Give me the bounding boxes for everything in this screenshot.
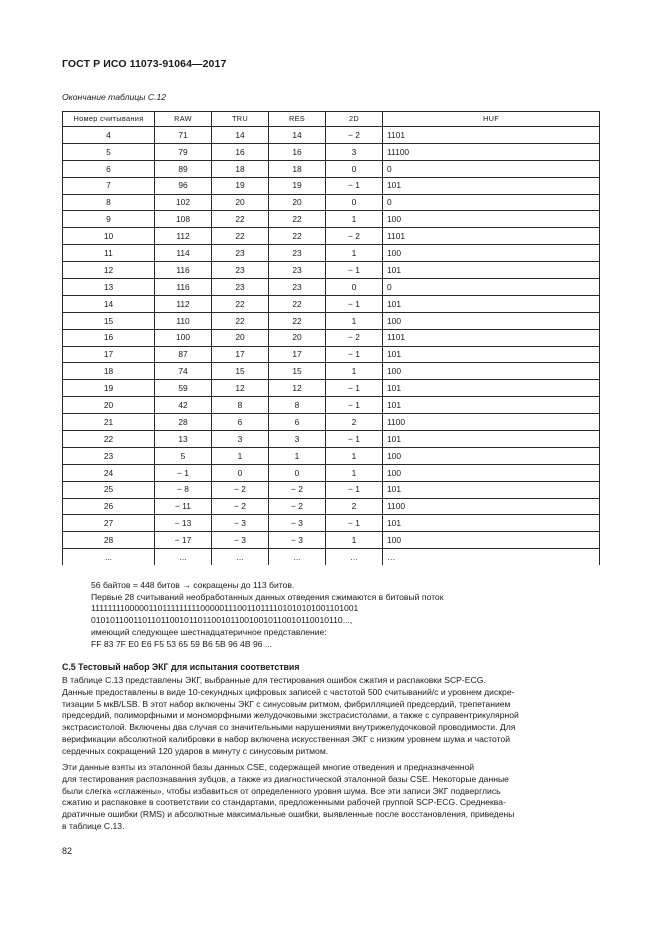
table-cell: 101 xyxy=(383,431,600,448)
table-cell: 22 xyxy=(212,211,269,228)
table-cell: 1 xyxy=(326,312,383,329)
table-cell: 1 xyxy=(326,464,383,481)
table-cell: 28 xyxy=(155,414,212,431)
table-cell: − 3 xyxy=(269,515,326,532)
table-cell: − 1 xyxy=(326,346,383,363)
table-row xyxy=(63,498,600,515)
table-cell: − 1 xyxy=(326,481,383,498)
table-cell: 14 xyxy=(63,295,155,312)
table-cell: 0 xyxy=(269,464,326,481)
table-cell: 1 xyxy=(326,211,383,228)
table-cell: 8 xyxy=(63,194,155,211)
table-cell: 0 xyxy=(383,194,600,211)
table-cell: − 1 xyxy=(326,177,383,194)
table-cell: 1100 xyxy=(383,498,600,515)
table-cell: 1 xyxy=(326,532,383,549)
paragraph-line: тизации 5 мкВ/LSB. В этот набор включены ЭКГ с синусовым ритмом, фибрилляцией предсердий, трепетанием xyxy=(62,698,511,709)
table-cell: 17 xyxy=(63,346,155,363)
table-cell: 100 xyxy=(383,245,600,262)
table-cell: 3 xyxy=(212,431,269,448)
table-row xyxy=(63,143,600,160)
paragraph-line: сжатию и распаковке в соответствии со стандартами, предложенными рабочей группой SCP-ECG. Среднеква- xyxy=(62,797,506,808)
document-header: ГОСТ Р ИСО 11073-91064—2017 xyxy=(62,58,227,70)
table-cell: 19 xyxy=(63,380,155,397)
table-cell: − 1 xyxy=(326,515,383,532)
table-cell: … xyxy=(326,549,383,565)
table-row xyxy=(63,295,600,312)
table-cell: 101 xyxy=(383,481,600,498)
table-row xyxy=(63,447,600,464)
table-cell: − 3 xyxy=(269,532,326,549)
table-cell: − 2 xyxy=(326,329,383,346)
column-header: HUF xyxy=(383,112,600,127)
note-line-bitstream-1: 11111111000001101111111110000011100110111101010101001101001 xyxy=(91,603,359,614)
table-cell: − 17 xyxy=(155,532,212,549)
table-cell: 101 xyxy=(383,397,600,414)
table-cell: − 1 xyxy=(326,380,383,397)
table-cell: 23 xyxy=(269,245,326,262)
table-cell: 96 xyxy=(155,177,212,194)
table-cell: − 2 xyxy=(269,481,326,498)
table-cell: − 13 xyxy=(155,515,212,532)
table-cell: 2 xyxy=(326,414,383,431)
table-cell: 14 xyxy=(212,127,269,144)
table-cell: 100 xyxy=(383,363,600,380)
table-row xyxy=(63,397,600,414)
table-cell: 101 xyxy=(383,295,600,312)
table-cell: 18 xyxy=(63,363,155,380)
paragraph-2 xyxy=(62,762,599,833)
table-caption: Окончание таблицы С.12 xyxy=(62,92,167,102)
table-cell: 1 xyxy=(326,363,383,380)
table-cell: − 11 xyxy=(155,498,212,515)
table-cell: ... xyxy=(212,549,269,565)
table-cell: 0 xyxy=(326,279,383,296)
column-header: Номер считывания xyxy=(63,112,155,127)
table-cell: 23 xyxy=(212,245,269,262)
column-header: RAW xyxy=(155,112,212,127)
table-cell: 59 xyxy=(155,380,212,397)
table-cell: 20 xyxy=(212,194,269,211)
table-cell: − 2 xyxy=(212,498,269,515)
table-row xyxy=(63,380,600,397)
table-cell: − 1 xyxy=(326,397,383,414)
table-cell: 0 xyxy=(326,160,383,177)
table-row xyxy=(63,532,600,549)
table-cell: 7 xyxy=(63,177,155,194)
table-cell: 19 xyxy=(269,177,326,194)
table-cell: 100 xyxy=(383,211,600,228)
table-cell: 89 xyxy=(155,160,212,177)
paragraph-line: дратичные ошибки (RMS) и абсолютные максимальные ошибки, выявленные после восстановления, приведены xyxy=(62,809,515,819)
table-cell: 101 xyxy=(383,380,600,397)
table-cell: 1 xyxy=(212,447,269,464)
table-row xyxy=(63,127,600,144)
paragraph-line: предсердий, полиморфными и мономорфными желудочковыми экстрасистолами, а также с суправентрикулярной xyxy=(62,710,519,721)
table-cell: 87 xyxy=(155,346,212,363)
table-cell: … xyxy=(383,549,600,565)
table-cell: 101 xyxy=(383,177,600,194)
paragraph-line: сердечных сокращений 120 ударов в минуту с синусовым ритмом. xyxy=(62,745,329,756)
table-cell: ... xyxy=(63,549,155,565)
table-cell: 27 xyxy=(63,515,155,532)
table-row xyxy=(63,431,600,448)
paragraph-line: для тестирования распознавания зубцов, а также из диагностической эталонной базы CSE. Некоторые данные xyxy=(62,773,509,784)
table-header-row xyxy=(63,112,600,127)
table-cell: 1 xyxy=(326,245,383,262)
table-row xyxy=(63,262,600,279)
table-cell: 23 xyxy=(269,279,326,296)
table-cell: 22 xyxy=(212,295,269,312)
readings-table xyxy=(62,111,600,565)
note-line-description: Первые 28 считываний необработанных данных отведения сжимаются в битовый поток xyxy=(91,591,444,602)
table-row xyxy=(63,245,600,262)
table-cell: 1101 xyxy=(383,329,600,346)
table-cell: − 2 xyxy=(269,498,326,515)
paragraph-line: были слегка «сглажены», чтобы избавиться от определенного уровня шума. Все эти записи ЭКГ подверглись xyxy=(62,785,501,796)
table-cell: 101 xyxy=(383,346,600,363)
table-cell: 101 xyxy=(383,515,600,532)
table-cell: 22 xyxy=(269,312,326,329)
table-cell: 23 xyxy=(212,262,269,279)
table-cell: − 8 xyxy=(155,481,212,498)
table-cell: 5 xyxy=(155,447,212,464)
page-number: 82 xyxy=(62,846,73,856)
table-cell: ... xyxy=(269,549,326,565)
table-cell: 15 xyxy=(63,312,155,329)
table-row xyxy=(63,329,600,346)
table-cell: 19 xyxy=(212,177,269,194)
table-cell: 22 xyxy=(212,228,269,245)
table-cell: 100 xyxy=(383,532,600,549)
table-cell: 16 xyxy=(269,143,326,160)
column-header: RES xyxy=(269,112,326,127)
table-body xyxy=(63,127,600,566)
table-cell: 100 xyxy=(383,312,600,329)
table-cell: 8 xyxy=(269,397,326,414)
table-row xyxy=(63,464,600,481)
table-cell: 4 xyxy=(63,127,155,144)
table-cell: 101 xyxy=(383,262,600,279)
paragraph-line: Данные предоставлены в виде 10-секундных цифровых записей с частотой 500 считываний/с и уровнем дискре- xyxy=(62,686,515,697)
table-cell: 110 xyxy=(155,312,212,329)
table-cell: 114 xyxy=(155,245,212,262)
table-cell: 20 xyxy=(212,329,269,346)
table-row xyxy=(63,279,600,296)
table-cell: 22 xyxy=(212,312,269,329)
table-cell: 100 xyxy=(155,329,212,346)
table-cell: 26 xyxy=(63,498,155,515)
table-cell: 42 xyxy=(155,397,212,414)
table-cell: 18 xyxy=(269,160,326,177)
table-cell: 25 xyxy=(63,481,155,498)
paragraph-line: экстрасистолой. Включены два случая со значительными нарушениями внутрижелудочковой проводимости. Для xyxy=(62,722,516,732)
table-cell: 1100 xyxy=(383,414,600,431)
table-row xyxy=(63,177,600,194)
section-title: С.5 Тестовый набор ЭКГ для испытания соответствия xyxy=(62,662,300,672)
table-row xyxy=(63,312,600,329)
table-row xyxy=(63,346,600,363)
table-cell: 20 xyxy=(63,397,155,414)
table-cell: − 1 xyxy=(326,431,383,448)
paragraph-1 xyxy=(62,675,599,757)
paragraph-line: В таблице С.13 представлены ЭКГ, выбранные для тестирования ошибок сжатия и распаковки SCP-ECG. xyxy=(62,675,486,685)
table-cell: 0 xyxy=(383,279,600,296)
table-cell: 8 xyxy=(212,397,269,414)
table-cell: 100 xyxy=(383,464,600,481)
table-cell: 15 xyxy=(269,363,326,380)
table-row xyxy=(63,160,600,177)
table-cell: 79 xyxy=(155,143,212,160)
table-row xyxy=(63,414,600,431)
table-cell: 112 xyxy=(155,295,212,312)
table-cell: 1101 xyxy=(383,228,600,245)
table-cell: 16 xyxy=(63,329,155,346)
table-cell: 1101 xyxy=(383,127,600,144)
table-cell: 15 xyxy=(212,363,269,380)
table-cell: 23 xyxy=(212,279,269,296)
table-cell: 20 xyxy=(269,194,326,211)
table-cell: 22 xyxy=(269,211,326,228)
table-row xyxy=(63,211,600,228)
table-cell: 112 xyxy=(155,228,212,245)
table-cell: 108 xyxy=(155,211,212,228)
table-cell: − 3 xyxy=(212,515,269,532)
table-cell: ... xyxy=(155,549,212,565)
table-cell: 3 xyxy=(269,431,326,448)
table-row xyxy=(63,481,600,498)
column-header: 2D xyxy=(326,112,383,127)
table-cell: 23 xyxy=(269,262,326,279)
table-cell: 6 xyxy=(212,414,269,431)
table-cell: 9 xyxy=(63,211,155,228)
note-line-bitstream-2: 010101100110110110010110110010110010010110010110010110..., xyxy=(91,615,353,626)
table-cell: 0 xyxy=(326,194,383,211)
table-cell: 74 xyxy=(155,363,212,380)
notes-block xyxy=(91,580,443,650)
table-cell: 12 xyxy=(269,380,326,397)
table-cell: 24 xyxy=(63,464,155,481)
table-cell: − 2 xyxy=(326,228,383,245)
table-cell: 14 xyxy=(269,127,326,144)
table-cell: 1 xyxy=(326,447,383,464)
table-cell: 16 xyxy=(212,143,269,160)
table-cell: 71 xyxy=(155,127,212,144)
table-row xyxy=(63,194,600,211)
table-cell: 18 xyxy=(212,160,269,177)
table-cell: 100 xyxy=(383,447,600,464)
table-cell: − 2 xyxy=(326,127,383,144)
table-cell: − 3 xyxy=(212,532,269,549)
table-cell: 21 xyxy=(63,414,155,431)
table-cell: 2 xyxy=(326,498,383,515)
table-cell: 11100 xyxy=(383,143,600,160)
table-cell: 6 xyxy=(269,414,326,431)
table-cell: − 1 xyxy=(155,464,212,481)
table-cell: 17 xyxy=(212,346,269,363)
table-cell: 102 xyxy=(155,194,212,211)
table-cell: 13 xyxy=(155,431,212,448)
table-cell: − 1 xyxy=(326,295,383,312)
table-cell: 22 xyxy=(63,431,155,448)
table-cell: 28 xyxy=(63,532,155,549)
table-row xyxy=(63,363,600,380)
table-cell: 22 xyxy=(269,295,326,312)
table-cell: 12 xyxy=(212,380,269,397)
note-line-hex: FF 83 7F E0 E6 F5 53 65 59 B6 5B 96 4B 96 ... xyxy=(91,638,273,649)
note-line-hex-intro: имеющий следующее шестнадцатеричное представление: xyxy=(91,626,327,637)
table-cell: 5 xyxy=(63,143,155,160)
table-cell: − 2 xyxy=(212,481,269,498)
paragraph-line: в таблице С.13. xyxy=(62,820,125,831)
table-cell: 6 xyxy=(63,160,155,177)
table-cell: 12 xyxy=(63,262,155,279)
table-row xyxy=(63,515,600,532)
table-cell: 116 xyxy=(155,279,212,296)
table-cell: 22 xyxy=(269,228,326,245)
table-cell: 23 xyxy=(63,447,155,464)
table-cell: − 1 xyxy=(326,262,383,279)
table-cell: 0 xyxy=(212,464,269,481)
table-cell: 20 xyxy=(269,329,326,346)
paragraph-line: Эти данные взяты из эталонной базы данных CSE, содержащей многие отведения и предназначенной xyxy=(62,762,475,772)
table-cell: 116 xyxy=(155,262,212,279)
table-cell: 11 xyxy=(63,245,155,262)
table-row xyxy=(63,228,600,245)
table-cell: 13 xyxy=(63,279,155,296)
table-cell: 1 xyxy=(269,447,326,464)
table-row xyxy=(63,549,600,565)
table-cell: 17 xyxy=(269,346,326,363)
table-cell: 10 xyxy=(63,228,155,245)
column-header: TRU xyxy=(212,112,269,127)
paragraph-line: верификации абсолютной калибровки в набор включена искусственная ЭКГ с низким уровнем шума и частотой xyxy=(62,733,510,744)
table-cell: 0 xyxy=(383,160,600,177)
table-cell: 3 xyxy=(326,143,383,160)
note-line-bits: 56 байтов = 448 битов → сокращены до 113 битов. xyxy=(91,580,295,590)
